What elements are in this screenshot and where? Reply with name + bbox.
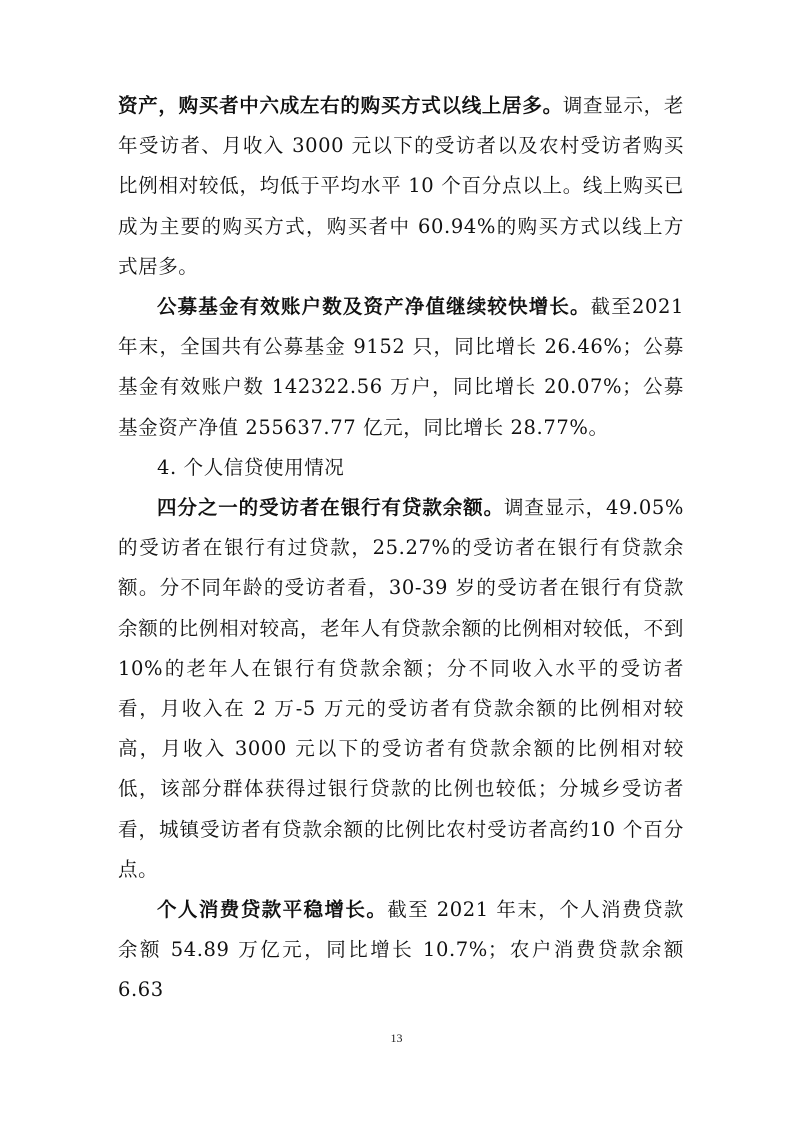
paragraph-3-lead: 四分之一的受访者在银行有贷款余额。 [157,496,504,520]
paragraph-4 [118,890,684,1011]
paragraph-1-lead: 资产，购买者中六成左右的购买方式以线上居多。 [118,94,563,117]
paragraph-2 [118,287,684,448]
paragraph-2-text: 截至2021 年末，全国共有公募基金 9152 只，同比增长 26.46%；公募基金有效账户数 142322.56 万户，同比增长 20.07%；公募基金资产净值 255637.77 亿元，同比增长 28.77%。 [118,295,684,439]
section-heading-4: 4. 个人信贷使用情况 [157,455,345,479]
paragraph-3 [118,488,684,890]
page-number: 13 [390,1031,403,1045]
paragraph-4-text: 截至 2021 年末，个人消费贷款余额 54.89 万亿元，同比增长 10.7%；农户消费贷款余额 6.63 [118,898,684,1002]
document-body [118,86,684,1011]
paragraph-1-text: 调查显示，老年受访者、月收入 3000 元以下的受访者以及农村受访者购买比例相对较低，均低于平均水平 10 个百分点以上。线上购买已成为主要的购买方式，购买者中 60.94%的购买方式以线上方式居多。 [118,94,685,278]
paragraph-2-lead: 公募基金有效账户数及资产净值继续较快增长。 [157,295,591,319]
paragraph-3-text: 调查显示，49.05%的受访者在银行有过贷款，25.27%的受访者在银行有贷款余额。分不同年龄的受访者看，30-39 岁的受访者在银行有贷款余额的比例相对较高，老年人有贷款余额的比例相对较低，不到 10%的老年人在银行有贷款余额；分不同收入水平的受访者看，月收入在 2 万-5 万元的受访者有贷款余额的比例相对较高，月收入 3000 元以下的受访者有贷款余额的比例相对较低，该部分群体获得过银行贷款的比例也较低；分城乡受访者看，城镇受访者有贷款余额的比例比农村受访者高约10 个百分点。 [118,496,684,881]
paragraph-4-lead: 个人消费贷款平稳增长。 [157,898,388,922]
paragraph-1 [118,86,684,287]
